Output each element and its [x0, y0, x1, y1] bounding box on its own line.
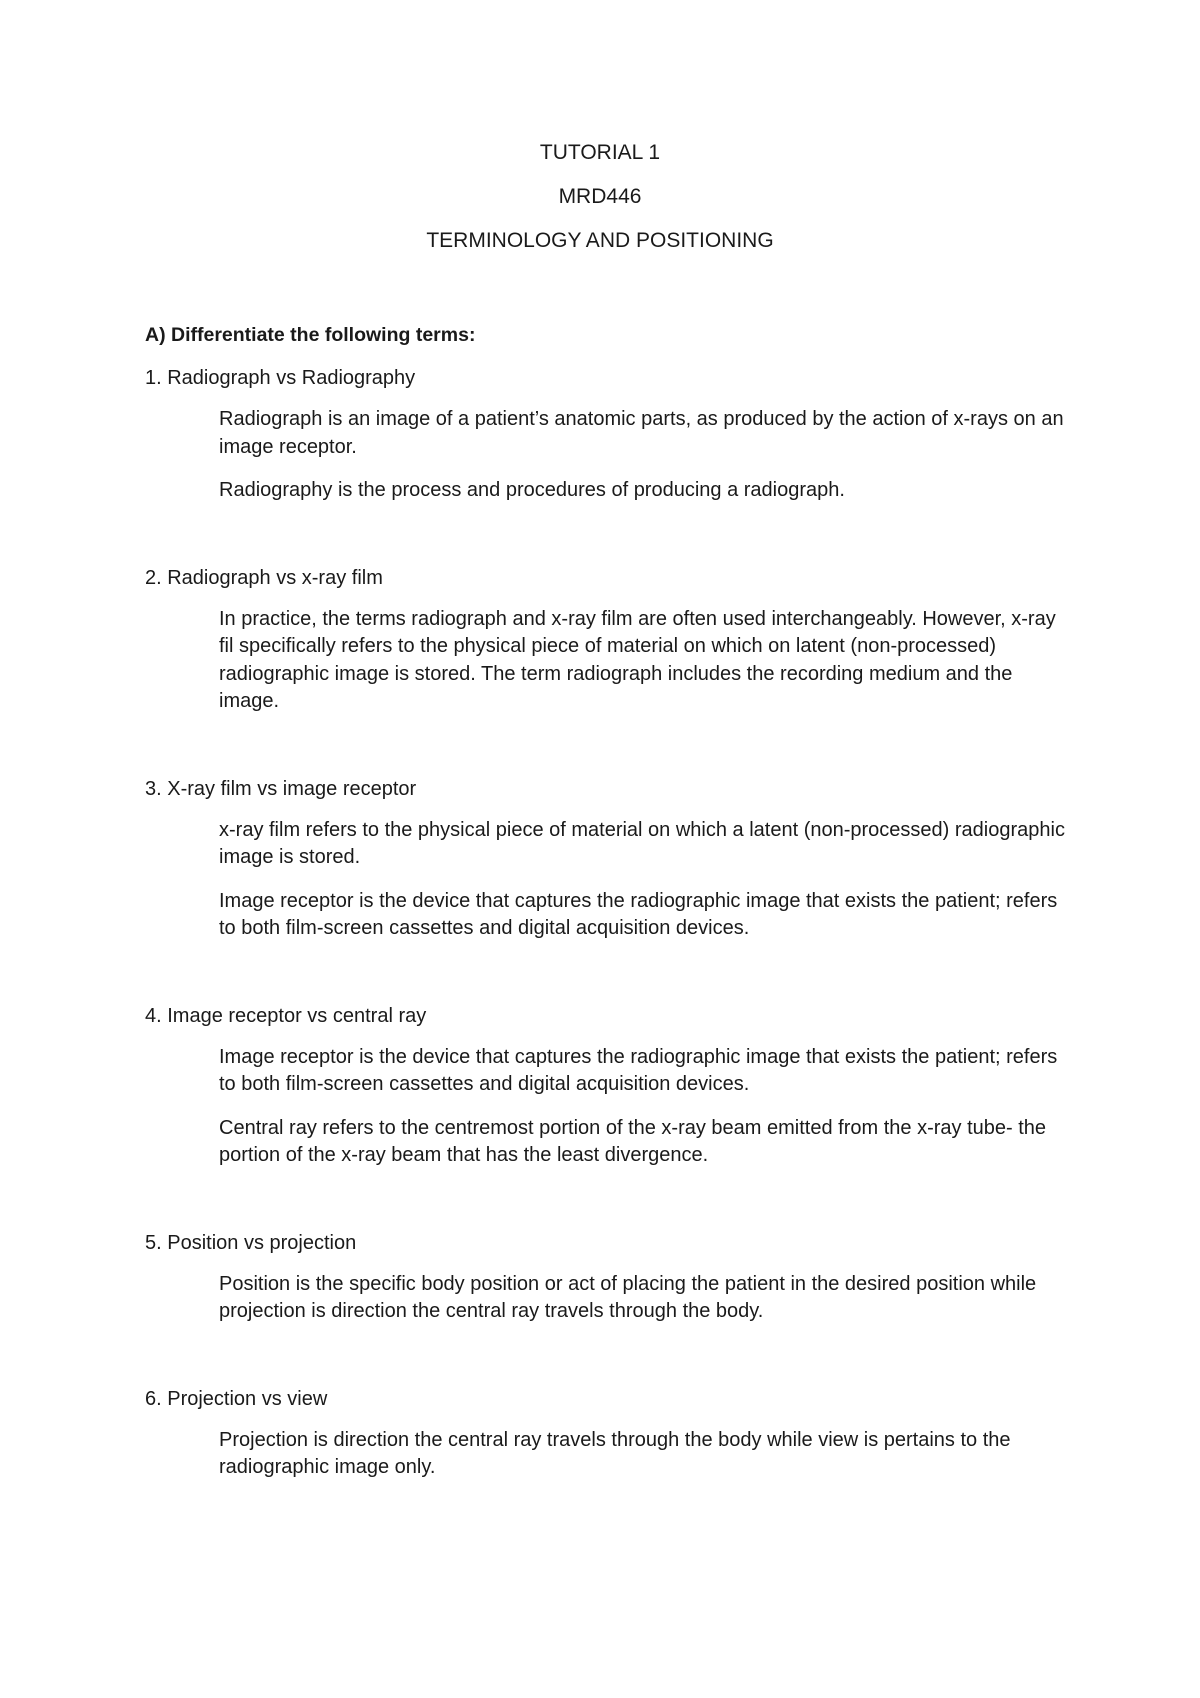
answer-body: [219, 1427, 1075, 1482]
question-item: [145, 1230, 1065, 1386]
question-item: [145, 365, 1065, 565]
tutorial-subtitle: TERMINOLOGY AND POSITIONING: [426, 229, 774, 252]
answer-paragraph: Radiography is the process and procedures of producing a radiograph.: [219, 479, 845, 501]
answer-paragraph: Central ray refers to the centremost portion of the x-ray beam emitted from the x-ray tube- the portion of the x-ray beam that has the least divergence.: [219, 1116, 1047, 1166]
answer-paragraph: Position is the specific body position or act of placing the patient in the desired position while projection is direction the central ray travels through the body.: [219, 1272, 1037, 1322]
answer-paragraph: x-ray film refers to the physical piece of material on which a latent (non-processed) radiographic image is stored.: [219, 818, 1065, 868]
answer-body: [219, 406, 1075, 505]
course-code: MRD446: [558, 185, 642, 208]
question-item: [145, 1386, 1065, 1482]
item-spacer: [145, 1342, 1065, 1386]
question-item: [145, 565, 1065, 776]
answer-paragraph: Image receptor is the device that captures the radiographic image that exists the patient; refers to both film-screen cassettes and digital acquisition devices.: [219, 1045, 1058, 1095]
question-title: 5. Position vs projection: [145, 1231, 357, 1254]
question-item: [145, 1003, 1065, 1230]
item-spacer: [145, 959, 1065, 1003]
tutorial-title: TUTORIAL 1: [539, 141, 661, 164]
answer-paragraph: In practice, the terms radiograph and x-ray film are often used interchangeably. However, x-ray fil specifically refers to the physical piece of material on which on latent (non-processed) radiographic image is stored. The term radiograph includes the recording medium and the image.: [219, 607, 1056, 712]
question-title: 6. Projection vs view: [145, 1387, 328, 1410]
answer-body: [219, 1044, 1075, 1170]
question-title: 1. Radiograph vs Radiography: [145, 367, 416, 389]
question-item: [145, 776, 1065, 1003]
question-list: [145, 365, 1065, 1498]
answer-paragraph: Image receptor is the device that captures the radiographic image that exists the patient; refers to both film-screen cassettes and digital acquisition devices.: [219, 889, 1058, 939]
question-title: 4. Image receptor vs central ray: [145, 1004, 427, 1027]
question-title: 2. Radiograph vs x-ray film: [145, 566, 383, 589]
answer-body: [219, 817, 1075, 943]
item-spacer: [145, 1186, 1065, 1230]
item-spacer: [145, 732, 1065, 776]
answer-body: [219, 1271, 1075, 1326]
section-heading: A) Differentiate the following terms:: [145, 324, 476, 346]
item-spacer: [145, 521, 1065, 565]
answer-paragraph: Projection is direction the central ray travels through the body while view is pertains to the radiographic image only.: [219, 1428, 1011, 1478]
question-title: 3. X-ray film vs image receptor: [145, 777, 417, 800]
answer-paragraph: Radiograph is an image of a patient’s anatomic parts, as produced by the action of x-rays on an image receptor.: [219, 408, 1064, 458]
document-header: [0, 140, 1200, 272]
answer-body: [219, 606, 1075, 716]
